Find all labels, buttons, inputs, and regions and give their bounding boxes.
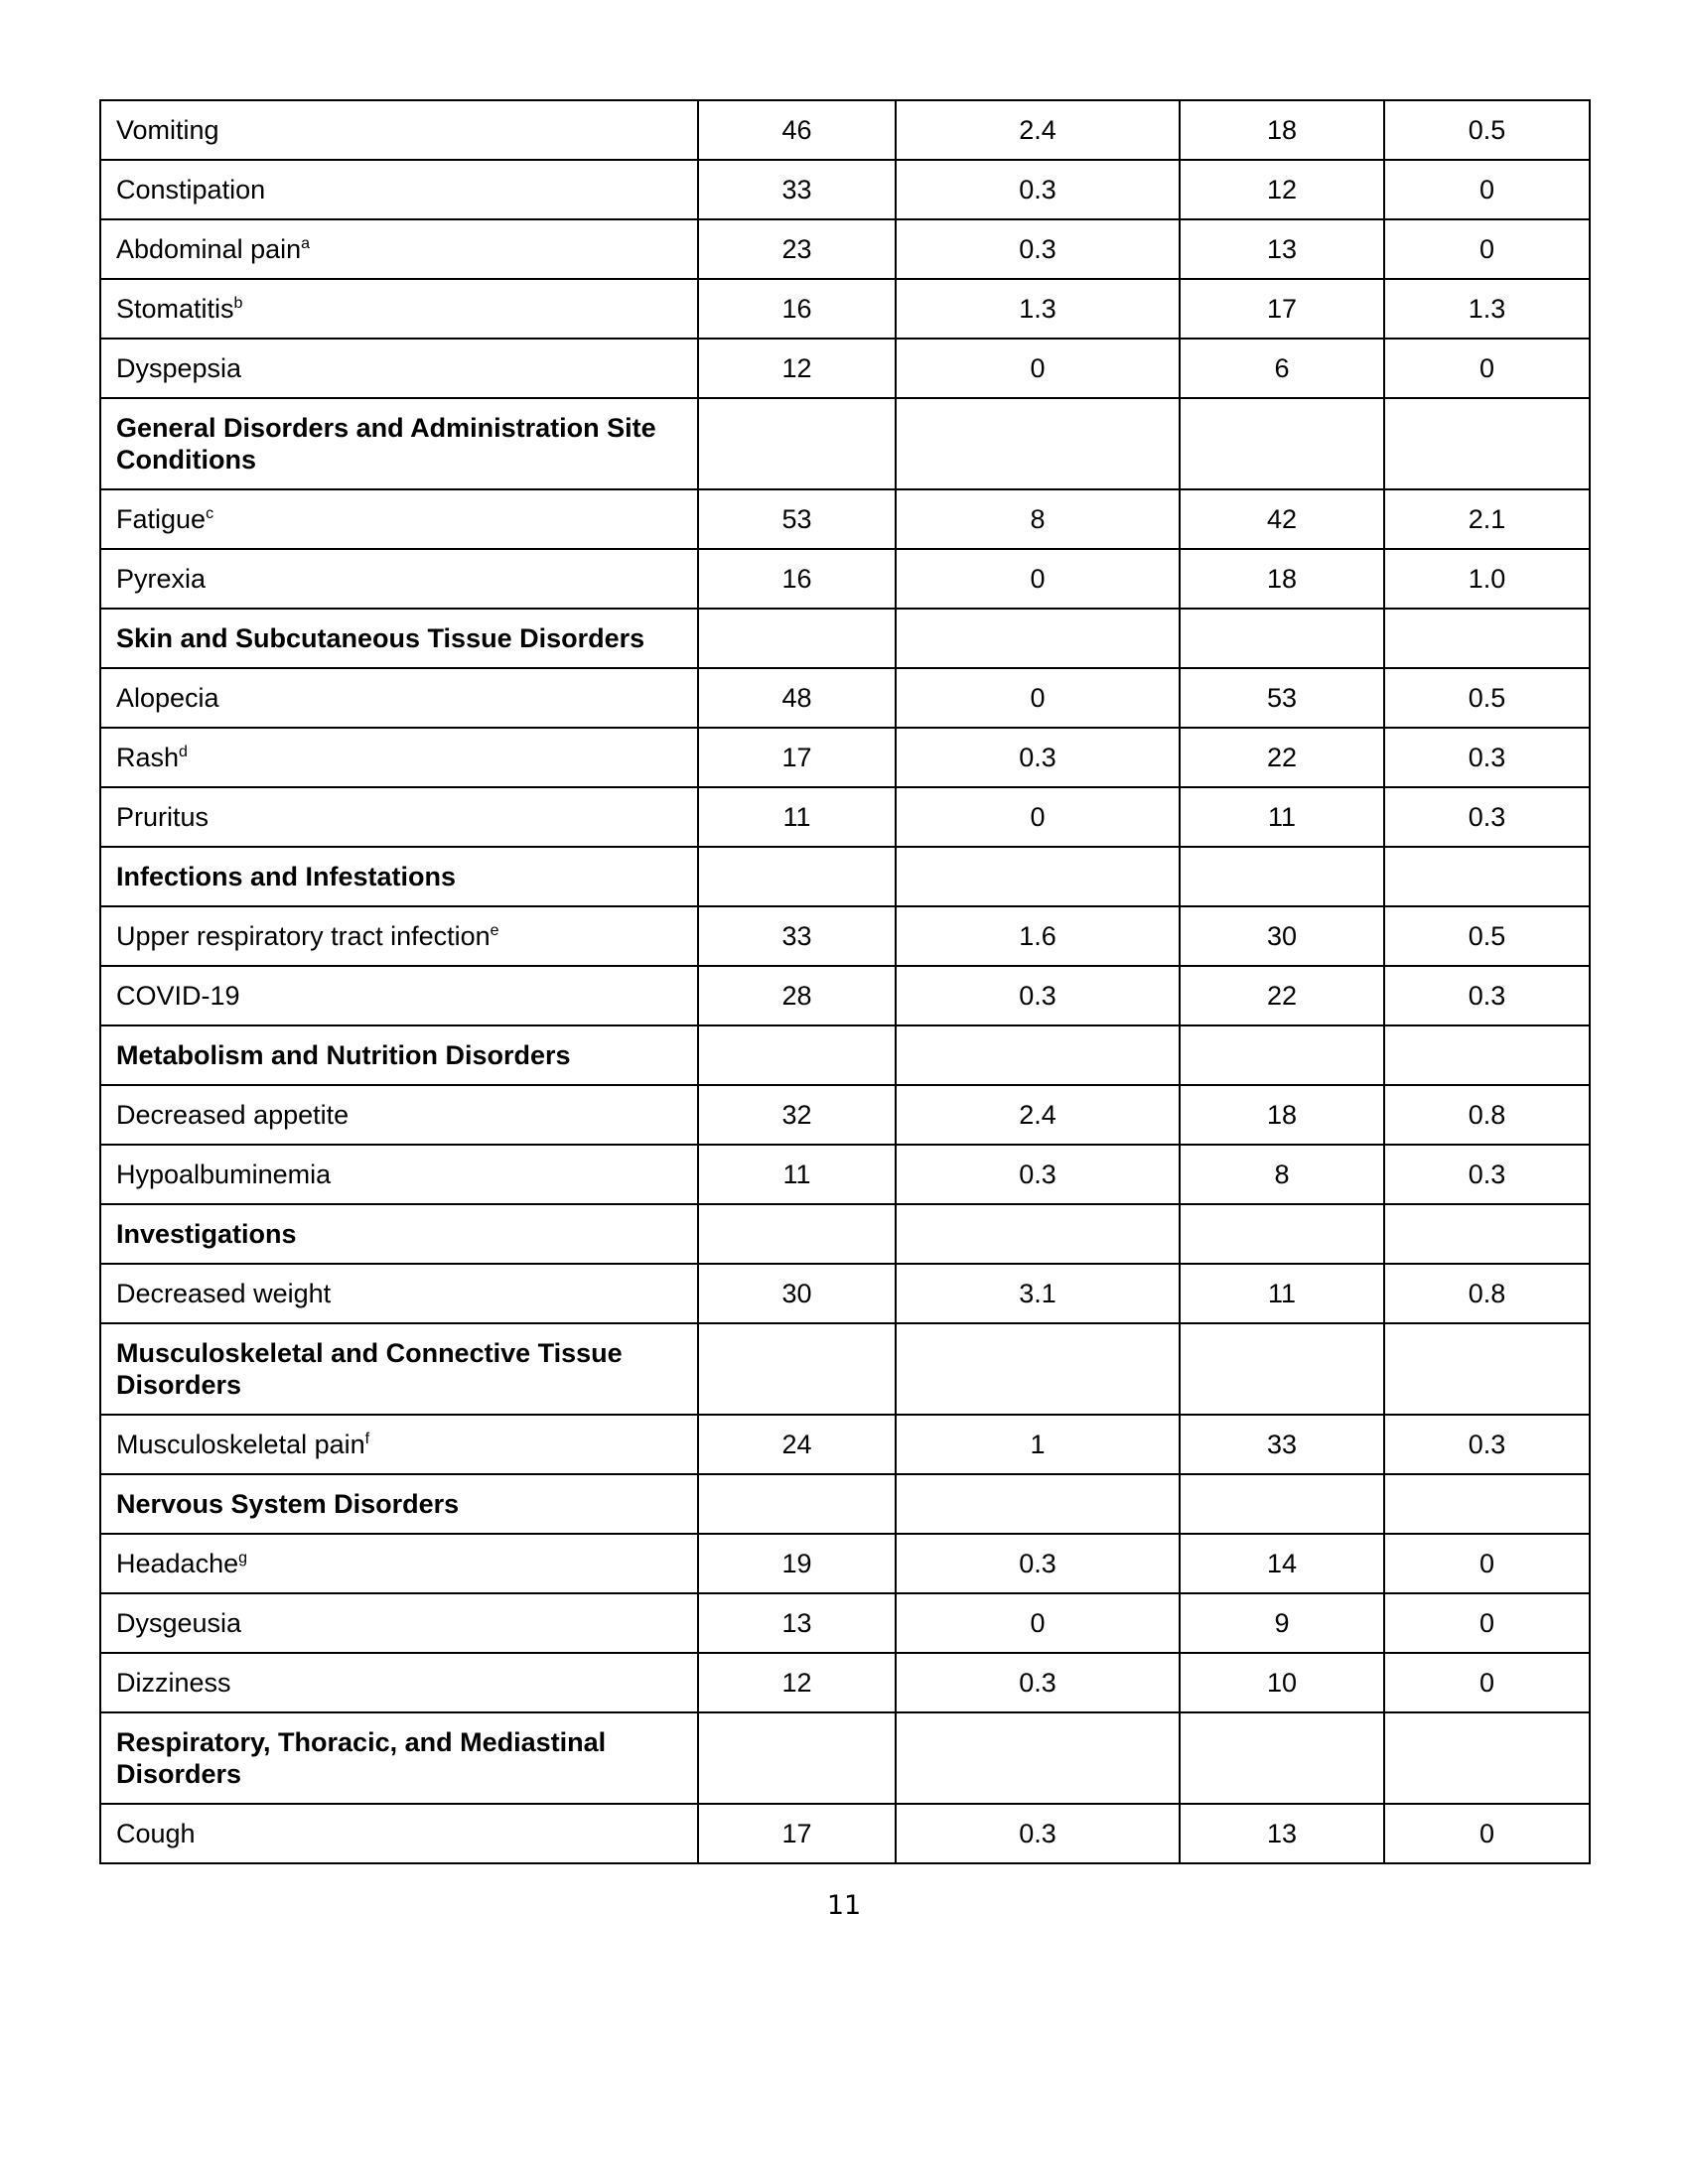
value-cell: 30 (698, 1264, 896, 1323)
footnote-marker: c (206, 505, 214, 522)
table-row (100, 219, 1590, 279)
value-cell: 8 (896, 489, 1180, 549)
section-title-cell (100, 398, 698, 489)
adverse-reaction-label: Pyrexia (116, 564, 207, 594)
value-cell: 0 (1384, 339, 1590, 398)
value-cell: 0.3 (896, 1653, 1180, 1712)
table-row (100, 1653, 1590, 1712)
adverse-reaction-cell (100, 100, 698, 160)
adverse-reaction-label: Vomiting (116, 115, 219, 145)
value-cell: 0 (1384, 1534, 1590, 1593)
value-cell: 9 (1180, 1593, 1384, 1653)
empty-cell (1180, 1474, 1384, 1534)
table-row (100, 339, 1590, 398)
value-cell: 53 (1180, 668, 1384, 728)
value-cell: 28 (698, 966, 896, 1025)
empty-cell (1384, 1025, 1590, 1085)
adverse-reaction-label: Stomatitis (116, 294, 234, 324)
value-cell: 2.4 (896, 100, 1180, 160)
adverse-reaction-cell (100, 1264, 698, 1323)
adverse-reaction-label: Decreased appetite (116, 1100, 350, 1130)
value-cell: 0 (1384, 1653, 1590, 1712)
value-cell: 32 (698, 1085, 896, 1145)
value-cell: 13 (698, 1593, 896, 1653)
section-header-row (100, 1474, 1590, 1534)
value-cell: 2.4 (896, 1085, 1180, 1145)
empty-cell (1384, 609, 1590, 668)
empty-cell (698, 1323, 896, 1415)
empty-cell (896, 1323, 1180, 1415)
value-cell: 8 (1180, 1145, 1384, 1204)
adverse-reaction-cell (100, 1145, 698, 1204)
value-cell: 3.1 (896, 1264, 1180, 1323)
value-cell: 0.3 (1384, 728, 1590, 787)
table-row (100, 1593, 1590, 1653)
adverse-reaction-cell (100, 160, 698, 219)
value-cell: 0.3 (1384, 1415, 1590, 1474)
empty-cell (1180, 1712, 1384, 1804)
value-cell: 46 (698, 100, 896, 160)
value-cell: 0 (896, 787, 1180, 847)
value-cell: 11 (698, 787, 896, 847)
footnote-marker: d (179, 744, 188, 760)
empty-cell (896, 609, 1180, 668)
adverse-reaction-cell (100, 549, 698, 609)
footnote-marker: f (364, 1431, 370, 1447)
section-title: Nervous System Disorders (116, 1489, 460, 1519)
section-title: Respiratory, Thoracic, and Mediastinal Disorders (116, 1727, 607, 1789)
value-cell: 13 (1180, 219, 1384, 279)
adverse-reaction-label: Musculoskeletal pain (116, 1430, 365, 1459)
section-title-cell (100, 1712, 698, 1804)
table-row (100, 549, 1590, 609)
adverse-reaction-cell (100, 279, 698, 339)
value-cell: 6 (1180, 339, 1384, 398)
section-title: General Disorders and Administration Site Conditions (116, 413, 656, 475)
adverse-reactions-table (99, 99, 1591, 1864)
adverse-reaction-cell (100, 1415, 698, 1474)
empty-cell (1180, 1204, 1384, 1264)
adverse-reaction-cell (100, 668, 698, 728)
adverse-reaction-label: Constipation (116, 175, 266, 205)
value-cell: 0.5 (1384, 906, 1590, 966)
adverse-reaction-cell (100, 1593, 698, 1653)
value-cell: 48 (698, 668, 896, 728)
value-cell: 0.3 (896, 1534, 1180, 1593)
empty-cell (896, 847, 1180, 906)
value-cell: 24 (698, 1415, 896, 1474)
value-cell: 33 (698, 160, 896, 219)
adverse-reaction-label: Pruritus (116, 802, 210, 832)
empty-cell (1384, 1204, 1590, 1264)
value-cell: 17 (1180, 279, 1384, 339)
value-cell: 42 (1180, 489, 1384, 549)
adverse-reaction-label: Upper respiratory tract infection (116, 921, 491, 951)
value-cell: 18 (1180, 100, 1384, 160)
table-row (100, 1145, 1590, 1204)
footnote-marker: b (233, 295, 243, 312)
value-cell: 0.3 (896, 160, 1180, 219)
value-cell: 18 (1180, 549, 1384, 609)
empty-cell (1384, 1323, 1590, 1415)
empty-cell (698, 1712, 896, 1804)
empty-cell (1384, 1712, 1590, 1804)
adverse-reaction-label: Hypoalbuminemia (116, 1160, 332, 1189)
adverse-reaction-label: Rash (116, 743, 180, 772)
section-title: Infections and Infestations (116, 862, 457, 891)
value-cell: 0.3 (896, 966, 1180, 1025)
empty-cell (896, 1025, 1180, 1085)
footnote-marker: e (490, 922, 499, 939)
section-title: Metabolism and Nutrition Disorders (116, 1040, 571, 1070)
section-title-cell (100, 1204, 698, 1264)
table-row (100, 489, 1590, 549)
table-row (100, 728, 1590, 787)
value-cell: 33 (698, 906, 896, 966)
section-header-row (100, 1025, 1590, 1085)
value-cell: 0.8 (1384, 1085, 1590, 1145)
value-cell: 13 (1180, 1804, 1384, 1863)
value-cell: 0.3 (896, 1804, 1180, 1863)
section-header-row (100, 1204, 1590, 1264)
empty-cell (1180, 1025, 1384, 1085)
section-title-cell (100, 609, 698, 668)
section-title: Musculoskeletal and Connective Tissue Disorders (116, 1338, 623, 1400)
value-cell: 33 (1180, 1415, 1384, 1474)
table-row (100, 1804, 1590, 1863)
value-cell: 30 (1180, 906, 1384, 966)
adverse-reaction-cell (100, 219, 698, 279)
value-cell: 11 (1180, 1264, 1384, 1323)
value-cell: 0.3 (1384, 787, 1590, 847)
value-cell: 0 (896, 668, 1180, 728)
value-cell: 0 (1384, 1593, 1590, 1653)
adverse-reaction-label: Abdominal pain (116, 234, 302, 264)
value-cell: 17 (698, 728, 896, 787)
value-cell: 0 (896, 339, 1180, 398)
adverse-reaction-label: Dizziness (116, 1668, 231, 1698)
empty-cell (1180, 847, 1384, 906)
empty-cell (698, 398, 896, 489)
empty-cell (896, 1712, 1180, 1804)
table-row (100, 1085, 1590, 1145)
value-cell: 0.3 (1384, 966, 1590, 1025)
empty-cell (698, 1204, 896, 1264)
adverse-reaction-label: Fatigue (116, 504, 207, 534)
value-cell: 0.8 (1384, 1264, 1590, 1323)
adverse-reaction-cell (100, 787, 698, 847)
adverse-reaction-cell (100, 1085, 698, 1145)
value-cell: 22 (1180, 728, 1384, 787)
value-cell: 16 (698, 279, 896, 339)
value-cell: 18 (1180, 1085, 1384, 1145)
empty-cell (1384, 1474, 1590, 1534)
adverse-reaction-cell (100, 728, 698, 787)
section-title: Investigations (116, 1219, 297, 1249)
empty-cell (896, 1474, 1180, 1534)
table-row (100, 668, 1590, 728)
adverse-reaction-cell (100, 906, 698, 966)
value-cell: 0.3 (1384, 1145, 1590, 1204)
adverse-reaction-label: COVID-19 (116, 981, 240, 1011)
table-row (100, 906, 1590, 966)
adverse-reaction-label: Dysgeusia (116, 1608, 242, 1638)
empty-cell (1384, 847, 1590, 906)
value-cell: 23 (698, 219, 896, 279)
value-cell: 11 (698, 1145, 896, 1204)
empty-cell (896, 1204, 1180, 1264)
adverse-reaction-cell (100, 1804, 698, 1863)
empty-cell (698, 847, 896, 906)
value-cell: 0.3 (896, 728, 1180, 787)
adverse-reaction-label: Decreased weight (116, 1279, 332, 1308)
value-cell: 1.3 (1384, 279, 1590, 339)
value-cell: 1.6 (896, 906, 1180, 966)
section-header-row (100, 609, 1590, 668)
adverse-reaction-cell (100, 966, 698, 1025)
value-cell: 0.3 (896, 219, 1180, 279)
empty-cell (698, 609, 896, 668)
empty-cell (1180, 1323, 1384, 1415)
table-row (100, 279, 1590, 339)
adverse-reaction-label: Cough (116, 1819, 196, 1848)
table-body (100, 100, 1590, 1863)
empty-cell (698, 1474, 896, 1534)
value-cell: 17 (698, 1804, 896, 1863)
table-row (100, 1534, 1590, 1593)
section-header-row (100, 1712, 1590, 1804)
section-header-row (100, 398, 1590, 489)
value-cell: 0.5 (1384, 100, 1590, 160)
section-title-cell (100, 1323, 698, 1415)
value-cell: 0.3 (896, 1145, 1180, 1204)
footnote-marker: g (238, 1550, 248, 1567)
section-title-cell (100, 1025, 698, 1085)
section-title-cell (100, 847, 698, 906)
empty-cell (698, 1025, 896, 1085)
value-cell: 0 (896, 1593, 1180, 1653)
value-cell: 0.5 (1384, 668, 1590, 728)
value-cell: 22 (1180, 966, 1384, 1025)
empty-cell (1180, 609, 1384, 668)
value-cell: 1.3 (896, 279, 1180, 339)
table-row (100, 1415, 1590, 1474)
value-cell: 14 (1180, 1534, 1384, 1593)
value-cell: 53 (698, 489, 896, 549)
empty-cell (1384, 398, 1590, 489)
adverse-reaction-cell (100, 1534, 698, 1593)
empty-cell (1180, 398, 1384, 489)
value-cell: 12 (698, 1653, 896, 1712)
adverse-reaction-label: Alopecia (116, 683, 219, 713)
adverse-reaction-cell (100, 1653, 698, 1712)
value-cell: 0 (1384, 219, 1590, 279)
section-title-cell (100, 1474, 698, 1534)
adverse-reaction-label: Dyspepsia (116, 353, 242, 383)
section-title: Skin and Subcutaneous Tissue Disorders (116, 623, 645, 653)
value-cell: 1.0 (1384, 549, 1590, 609)
value-cell: 16 (698, 549, 896, 609)
table-row (100, 1264, 1590, 1323)
section-header-row (100, 1323, 1590, 1415)
value-cell: 19 (698, 1534, 896, 1593)
value-cell: 11 (1180, 787, 1384, 847)
value-cell: 12 (1180, 160, 1384, 219)
value-cell: 0 (1384, 1804, 1590, 1863)
adverse-reaction-label: Headache (116, 1549, 239, 1578)
empty-cell (896, 398, 1180, 489)
value-cell: 0 (1384, 160, 1590, 219)
adverse-reaction-cell (100, 339, 698, 398)
value-cell: 10 (1180, 1653, 1384, 1712)
table-row (100, 787, 1590, 847)
table-row (100, 100, 1590, 160)
value-cell: 1 (896, 1415, 1180, 1474)
section-header-row (100, 847, 1590, 906)
value-cell: 12 (698, 339, 896, 398)
adverse-reaction-cell (100, 489, 698, 549)
value-cell: 0 (896, 549, 1180, 609)
value-cell: 2.1 (1384, 489, 1590, 549)
table-row (100, 966, 1590, 1025)
table-row (100, 160, 1590, 219)
page-number: 11 (826, 1890, 862, 1921)
footnote-marker: a (301, 235, 311, 252)
